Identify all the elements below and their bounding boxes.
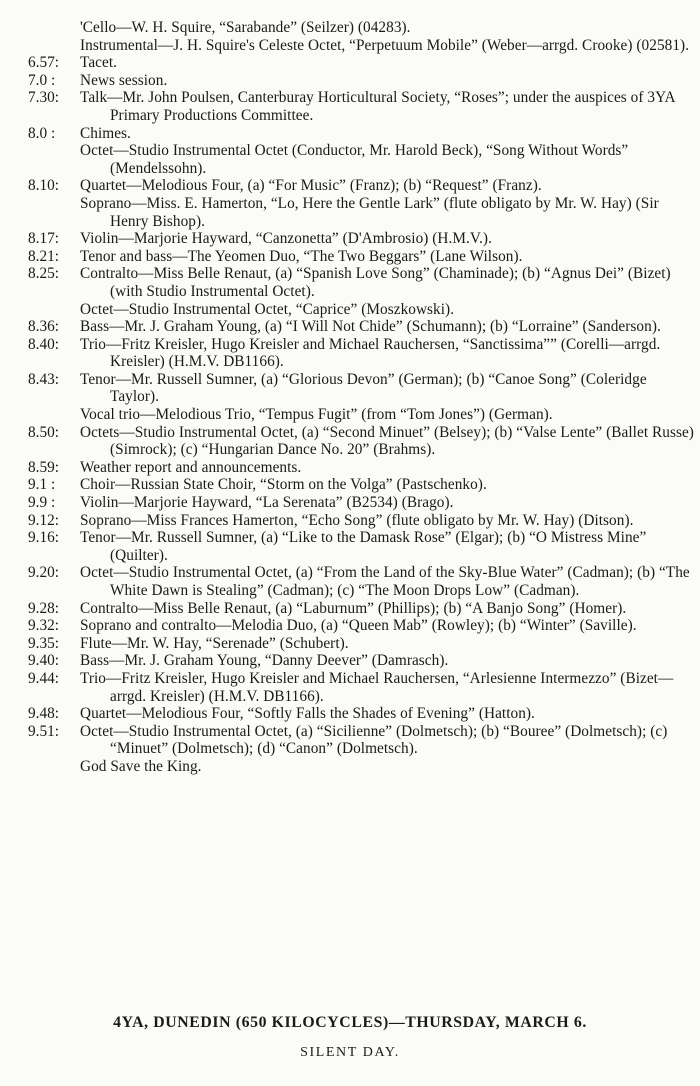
programme-entry <box>28 54 696 72</box>
entry-text: 'Cello—W. H. Squire, “Sarabande” (Seilzer) (04283). <box>80 19 411 36</box>
entry-time: 8.40: <box>28 335 60 353</box>
entry-text: Violin—Marjorie Hayward, “La Serenata” (B2534) (Brago). <box>80 494 454 512</box>
entry-time: 8.0 : <box>28 124 56 142</box>
programme-entry <box>28 564 696 599</box>
entry-text: Vocal trio—Melodious Trio, “Tempus Fugit” (from “Tom Jones”) (German). <box>80 406 553 424</box>
programme-entry <box>28 617 696 635</box>
programme-entry <box>28 459 696 477</box>
entry-time: 9.12: <box>28 511 60 529</box>
entry-time: 7.30: <box>28 89 60 107</box>
entry-time: 9.48: <box>28 705 60 723</box>
programme-entry <box>28 142 696 177</box>
station-heading: 4YA, DUNEDIN (650 KILOCYCLES)—THURSDAY, MARCH 6. <box>113 1014 587 1031</box>
entry-time: 8.21: <box>28 247 60 265</box>
programme-entry <box>28 406 696 424</box>
entry-time: 8.36: <box>28 318 60 336</box>
entry-text: Tacet. <box>80 54 118 72</box>
entry-text: Soprano—Miss Frances Hamerton, “Echo Song” (flute obligato by Mr. W. Hay) (Ditson). <box>80 511 634 529</box>
entry-time: 8.59: <box>28 458 60 476</box>
programme-entry <box>28 758 696 776</box>
entry-text: Instrumental—J. H. Squire's Celeste Octet, “Perpetuum Mobile” (Weber—arrgd. Crooke) (02581). <box>80 36 690 54</box>
entry-text: Weather report and announcements. <box>80 458 302 476</box>
entry-text: Quartet—Melodious Four, (a) “For Music” (Franz); (b) “Request” (Franz). <box>80 177 542 195</box>
silent-day-note: SILENT DAY. <box>300 1045 400 1060</box>
programme-listing <box>28 19 696 776</box>
programme-entry <box>28 89 696 124</box>
entry-time: 9.28: <box>28 599 60 617</box>
programme-entry <box>28 529 696 564</box>
entry-text: Octet—Studio Instrumental Octet, (a) “From the Land of the Sky-Blue Water” (Cadman); (b) “The White Dawn is Stealing” (Cadman); (c) “The Moon Drops Low” (Cadman). <box>80 564 690 599</box>
entry-time: 8.50: <box>28 423 60 441</box>
programme-entry <box>28 318 696 336</box>
programme-entry <box>28 371 696 406</box>
entry-time: 8.10: <box>28 177 60 195</box>
programme-entry <box>28 670 696 705</box>
entry-text: Contralto—Miss Belle Renaut, (a) “Spanish Love Song” (Chaminade); (b) “Agnus Dei” (Bizet) (with Studio Instrumental Octet). <box>80 265 671 300</box>
entry-text: Choir—Russian State Choir, “Storm on the Volga” (Pastschenko). <box>80 476 487 494</box>
entry-time: 8.43: <box>28 370 60 388</box>
programme-entry <box>28 635 696 653</box>
entry-time: 9.20: <box>28 564 60 582</box>
entry-time: 9.32: <box>28 617 60 635</box>
programme-entry <box>28 177 696 195</box>
programme-entry <box>28 705 696 723</box>
programme-entry <box>28 248 696 266</box>
entry-text: Octets—Studio Instrumental Octet, (a) “Second Minuet” (Belsey); (b) “Valse Lente” (Ballet Russe) (Simrock); (c) “Hungarian Dance No. 20” (Brahms). <box>80 423 694 459</box>
programme-entry <box>28 476 696 494</box>
programme-entry <box>28 336 696 371</box>
entry-time: 6.57: <box>28 54 60 72</box>
programme-entry <box>28 301 696 319</box>
programme-entry <box>28 230 696 248</box>
entry-text: Octet—Studio Instrumental Octet (Conductor, Mr. Harold Beck), “Song Without Words” (Mendelssohn). <box>80 142 629 177</box>
entry-text: God Save the King. <box>80 757 202 775</box>
programme-entry <box>28 19 696 37</box>
entry-time: 9.44: <box>28 669 60 687</box>
programme-entry <box>28 37 696 55</box>
programme-entry <box>28 723 696 758</box>
entry-time: 9.9 : <box>28 494 56 512</box>
entry-time: 9.40: <box>28 652 60 670</box>
entry-text: Octet—Studio Instrumental Octet, “Caprice” (Moszkowski). <box>80 300 455 318</box>
entry-text: News session. <box>80 71 168 89</box>
entry-time: 9.51: <box>28 722 60 740</box>
entry-time: 9.16: <box>28 529 60 547</box>
entry-text: Trio—Fritz Kreisler, Hugo Kreisler and Michael Rauchersen, “Arlesienne Intermezzo” (Bizet—arrgd. Kreisler) (H.M.V. DB1166). <box>80 669 674 705</box>
programme-entry <box>28 265 696 300</box>
entry-text: Tenor—Mr. Russell Sumner, (a) “Glorious Devon” (German); (b) “Canoe Song” (Coleridge Taylor). <box>80 370 647 406</box>
programme-entry <box>28 72 696 90</box>
entry-text: Quartet—Melodious Four, “Softly Falls the Shades of Evening” (Hatton). <box>80 705 535 723</box>
programme-entry <box>28 125 696 143</box>
programme-entry <box>28 652 696 670</box>
entry-time: 9.35: <box>28 634 60 652</box>
entry-text: Trio—Fritz Kreisler, Hugo Kreisler and Michael Rauchersen, “Sanctissima”” (Corelli—arrgd. Kreisler) (H.M.V. DB1166). <box>80 335 661 371</box>
entry-text: Chimes. <box>80 124 131 142</box>
entry-text: Bass—Mr. J. Graham Young, (a) “I Will Not Chide” (Schumann); (b) “Lorraine” (Sanderson). <box>80 318 661 336</box>
entry-text: Tenor—Mr. Russell Sumner, (a) “Like to the Damask Rose” (Elgar); (b) “O Mistress Mine” (Quilter). <box>80 529 647 564</box>
entry-text: Tenor and bass—The Yeomen Duo, “The Two Beggars” (Lane Wilson). <box>80 247 523 265</box>
programme-entry <box>28 600 696 618</box>
entry-text: Violin—Marjorie Hayward, “Canzonetta” (D'Ambrosio) (H.M.V.). <box>80 230 492 248</box>
programme-entry <box>28 512 696 530</box>
programme-entry <box>28 494 696 512</box>
entry-time: 9.1 : <box>28 476 56 494</box>
entry-text: Soprano and contralto—Melodia Duo, (a) “Queen Mab” (Rowley); (b) “Winter” (Saville). <box>80 617 637 635</box>
entry-text: Bass—Mr. J. Graham Young, “Danny Deever” (Damrasch). <box>80 652 449 670</box>
entry-time: 8.17: <box>28 230 60 248</box>
programme-entry <box>28 195 696 230</box>
entry-time: 7.0 : <box>28 71 56 89</box>
entry-text: Contralto—Miss Belle Renaut, (a) “Laburnum” (Phillips); (b) “A Banjo Song” (Homer). <box>80 599 627 617</box>
entry-text: Soprano—Miss. E. Hamerton, “Lo, Here the Gentle Lark” (flute obligato by Mr. W. Hay) (Sir Henry Bishop). <box>80 194 659 230</box>
entry-text: Talk—Mr. John Poulsen, Canterburay Horticultural Society, “Roses”; under the auspices of 3YA Primary Productions Committee. <box>80 89 675 124</box>
entry-time: 8.25: <box>28 265 60 283</box>
entry-text: Flute—Mr. W. Hay, “Serenade” (Schubert). <box>80 634 349 652</box>
entry-text: Octet—Studio Instrumental Octet, (a) “Sicilienne” (Dolmetsch); (b) “Bouree” (Dolmetsch); (c) “Minuet” (Dolmetsch); (d) “Canon” (Dolmetsch). <box>80 722 668 758</box>
programme-entry <box>28 424 696 459</box>
